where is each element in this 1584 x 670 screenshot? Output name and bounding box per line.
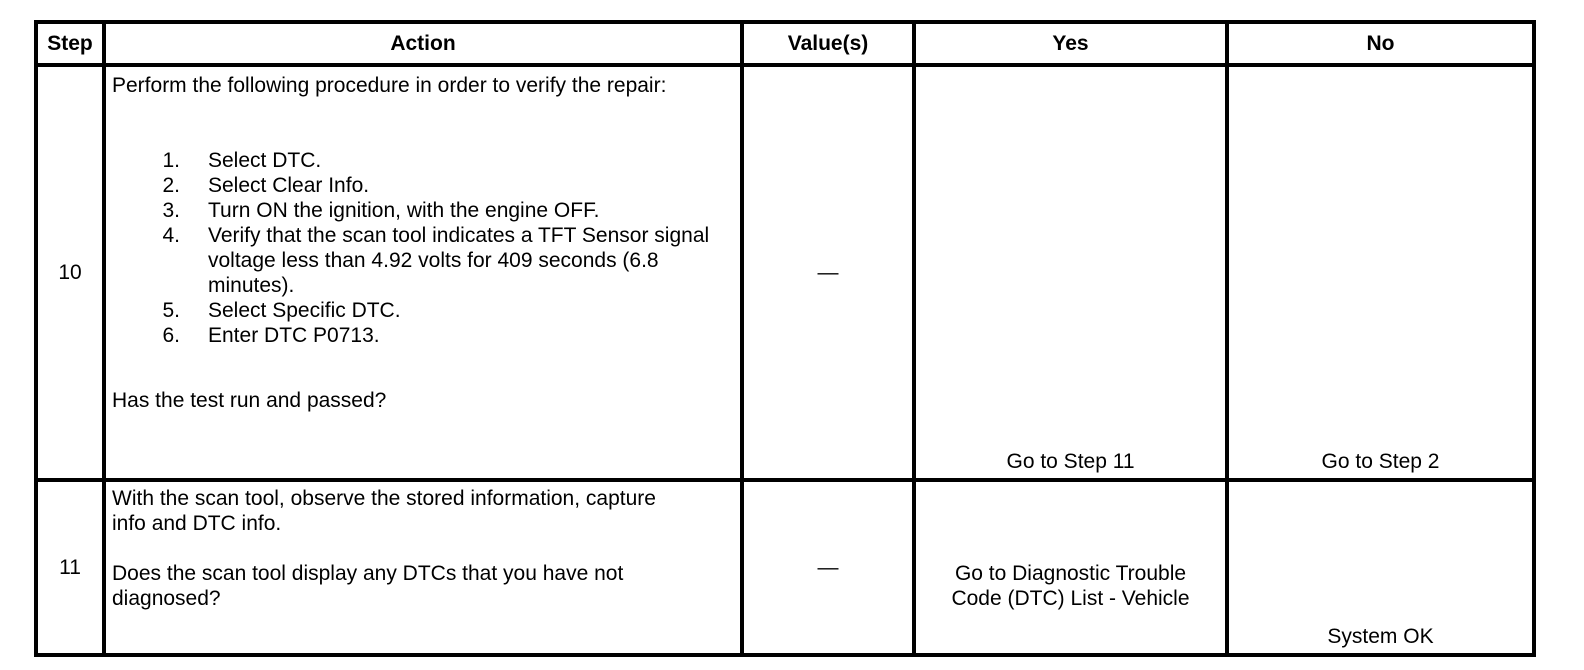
value-dash: — (817, 261, 839, 284)
action-cell (104, 65, 742, 480)
procedure-item-text: Select DTC. (208, 149, 322, 172)
header-row (36, 22, 1534, 65)
action-intro: Perform the following procedure in order to verify the repair: (112, 74, 667, 97)
action-intro: With the scan tool, observe the stored information, capture info and DTC info. (112, 487, 656, 535)
procedure-item-number: 5. (162, 299, 180, 322)
procedure-item-number: 1. (162, 149, 180, 172)
header-action: Action (104, 22, 742, 65)
value-dash: — (817, 556, 839, 579)
header-no: No (1227, 22, 1534, 65)
action-cell (104, 480, 742, 655)
header-yes: Yes (914, 22, 1227, 65)
action-question: Does the scan tool display any DTCs that you have not diagnosed? (112, 562, 624, 610)
procedure-item-number: 4. (162, 224, 180, 247)
procedure-item (112, 298, 732, 323)
action-question: Has the test run and passed? (112, 389, 387, 412)
table-row-step-10 (36, 65, 1534, 480)
header-values: Value(s) (742, 22, 914, 65)
procedure-item (112, 148, 732, 173)
procedure-item-number: 6. (162, 324, 180, 347)
step-number: 11 (36, 480, 104, 655)
procedure-item-text: Select Clear Info. (208, 174, 370, 197)
header-step: Step (36, 22, 104, 65)
procedure-item (112, 173, 732, 198)
yes-cell (914, 480, 1227, 655)
procedure-item (112, 198, 732, 223)
no-cell: System OK (1227, 480, 1534, 655)
procedure-item-text: Verify that the scan tool indicates a TFT Sensor signal voltage less than 4.92 volts for 409 seconds (6.8 minutes). (208, 224, 710, 297)
procedure-item-number: 2. (162, 174, 180, 197)
procedure-item (112, 223, 732, 298)
procedure-item-text: Select Specific DTC. (208, 299, 401, 322)
table-row-step-11 (36, 480, 1534, 655)
value-cell (742, 480, 914, 655)
yes-cell: Go to Step 11 (914, 65, 1227, 480)
procedure-item-text: Enter DTC P0713. (208, 324, 380, 347)
value-cell (742, 65, 914, 480)
procedure-list (112, 148, 732, 348)
procedure-item (112, 323, 732, 348)
step-number: 10 (36, 65, 104, 480)
procedure-item-text: Turn ON the ignition, with the engine OFF. (208, 199, 600, 222)
procedure-item-number: 3. (162, 199, 180, 222)
diagnostic-table (34, 20, 1536, 657)
yes-link: Go to Diagnostic Trouble Code (DTC) List - Vehicle (951, 561, 1190, 610)
no-cell: Go to Step 2 (1227, 65, 1534, 480)
